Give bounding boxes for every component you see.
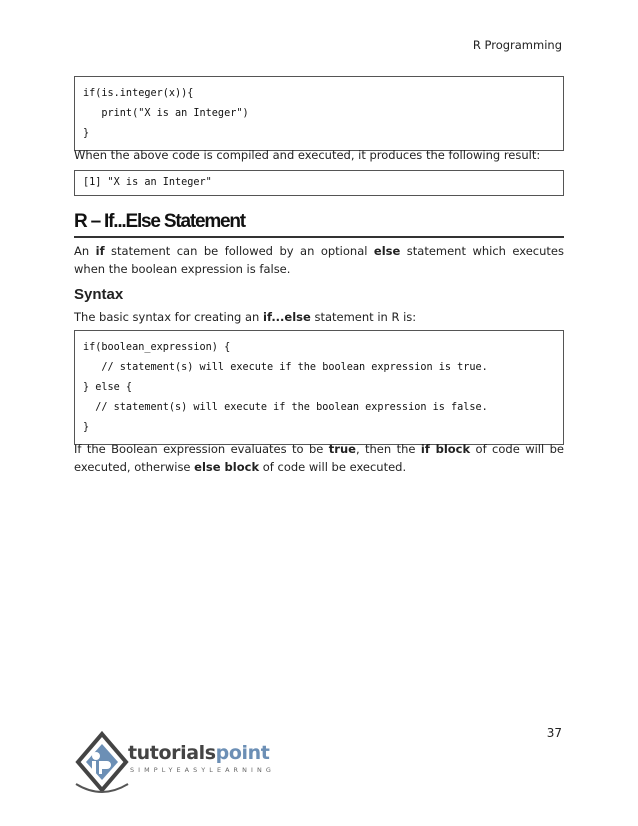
keyword-if: if	[95, 244, 105, 258]
text-span: of code will be executed.	[259, 460, 407, 474]
keyword-true: true	[328, 442, 356, 456]
text-span: statement in R is:	[310, 310, 417, 324]
syntax-heading: Syntax	[74, 286, 124, 303]
text-span: statement which executes when the boolean expression is false.	[74, 244, 564, 276]
text-span: If the Boolean expression evaluates to be	[74, 442, 329, 456]
logo-emblem-icon	[74, 730, 130, 800]
code-line: }	[83, 422, 90, 433]
logo-text-accent: point	[215, 742, 270, 764]
keyword-else-block: else block	[194, 460, 260, 474]
text-span: of code will be executed, otherwise	[74, 442, 564, 474]
page-header-title: R Programming	[472, 38, 562, 52]
if-else-description-paragraph	[74, 242, 564, 278]
code-block-if	[74, 76, 564, 151]
text-span: , then the	[355, 442, 421, 456]
syntax-intro-paragraph	[74, 308, 564, 326]
code-line: // statement(s) will execute if the boolean expression is true.	[83, 362, 488, 373]
keyword-if-block: if block	[420, 442, 471, 456]
logo-wordmark	[128, 742, 269, 764]
code-line: // statement(s) will execute if the boolean expression is false.	[83, 402, 488, 413]
boolean-evaluation-paragraph	[74, 440, 564, 476]
logo-tagline: SIMPLYEASYLEARNING	[130, 766, 275, 774]
code-line: } else {	[83, 382, 133, 393]
text-span: An	[74, 244, 96, 258]
code-line: print("X is an Integer")	[83, 108, 249, 119]
page-number: 37	[546, 726, 562, 740]
code-line: }	[83, 128, 90, 139]
text-span: The basic syntax for creating an	[74, 310, 263, 324]
tutorialspoint-logo	[74, 730, 274, 800]
logo-text-dark: tutorials	[128, 742, 216, 764]
keyword-else: else	[373, 244, 401, 258]
keyword-if-else: if...else	[263, 310, 311, 324]
output-line: [1] "X is an Integer"	[83, 177, 212, 188]
section-heading: R – If...Else Statement	[74, 211, 564, 238]
code-line: if(is.integer(x)){	[83, 88, 194, 99]
code-line: if(boolean_expression) {	[83, 342, 231, 353]
output-block	[74, 170, 564, 196]
result-intro-paragraph: When the above code is compiled and executed, it produces the following result:	[74, 148, 541, 162]
code-block-syntax	[74, 330, 564, 445]
text-span: statement can be followed by an optional	[104, 244, 374, 258]
